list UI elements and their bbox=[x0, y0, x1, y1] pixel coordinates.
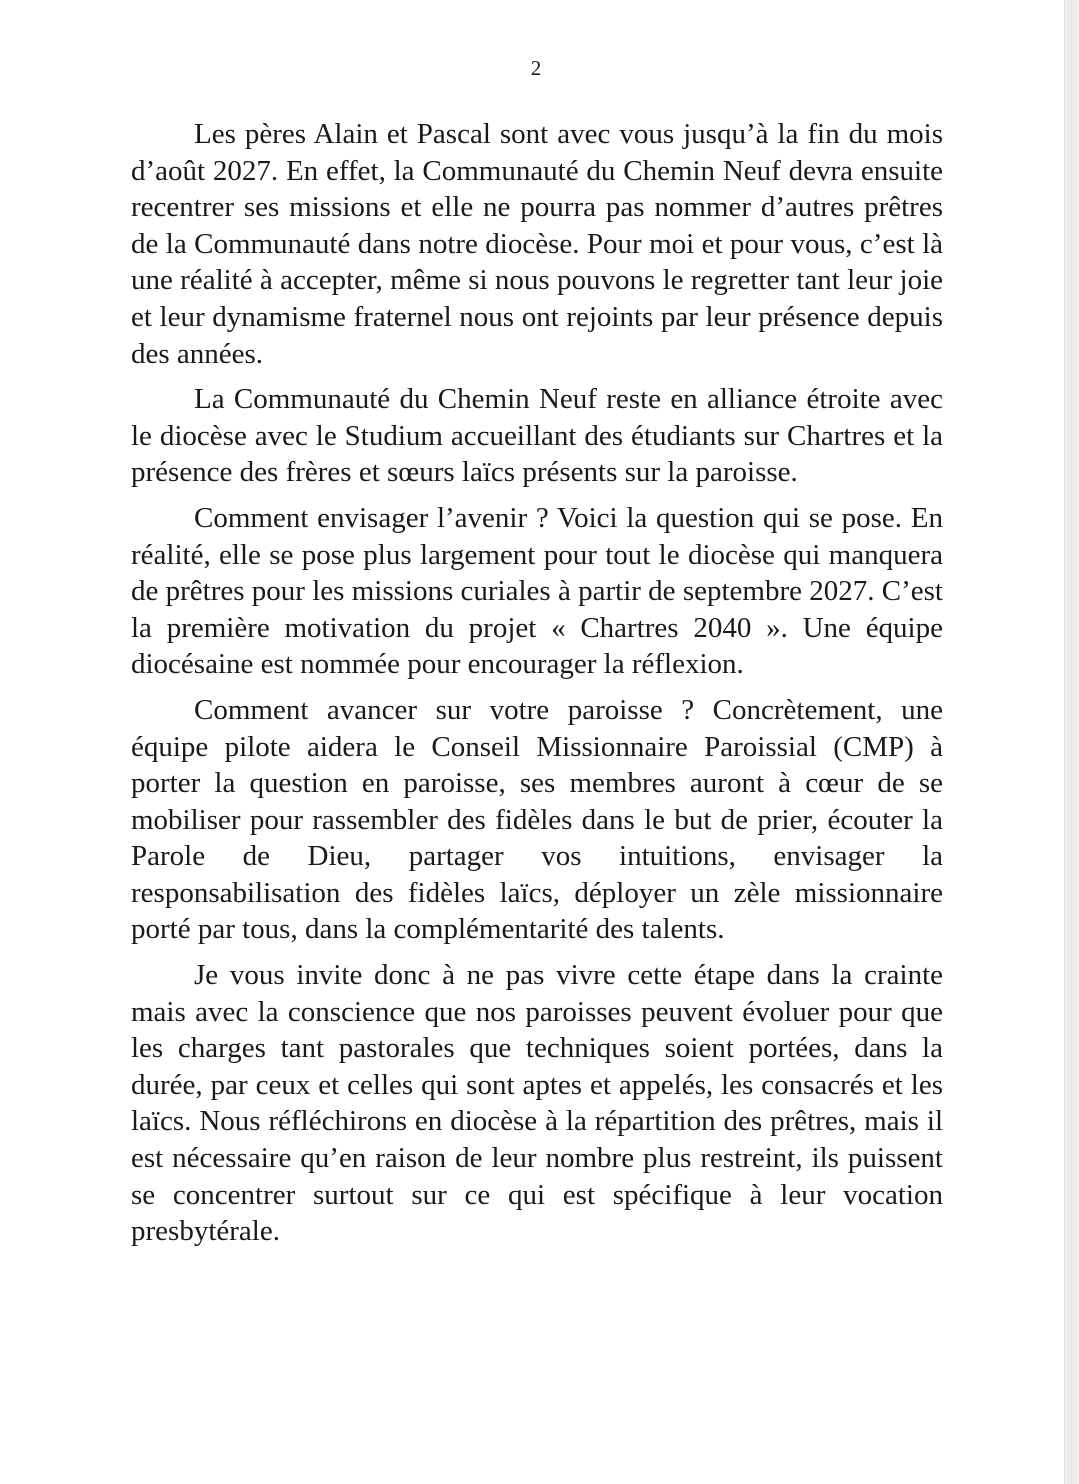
paragraph-parish-steps: Comment avancer sur votre paroisse ? Concrètement, une équipe pilote aidera le Conseil Missionnaire Paroissial (CMP) à porter la question en paroisse, ses membres auront à cœur de se mobiliser pour rassembler des fidèles dans le but de prier, écouter la Parole de Dieu, partager vos intuitions, envisager la responsabilisation des fidèles laïcs, déployer un zèle missionnaire porté par tous, dans la complémentarité des talents. bbox=[131, 693, 943, 946]
letter-body bbox=[131, 116, 943, 1259]
paragraph-invitation: Je vous invite donc à ne pas vivre cette étape dans la crainte mais avec la conscience que nos paroisses peuvent évoluer pour que les charges tant pastorales que techniques soient portées, dans la durée, par ceux et celles qui sont aptes et appelés, les consacrés et les laïcs. Nous réfléchirons en diocèse à la répartition des prêtres, mais il est nécessaire qu’en raison de leur nombre plus restreint, ils puissent se concentrer surtout sur ce qui est spécifique à leur vocation presbytérale. bbox=[131, 959, 943, 1248]
page-number: 2 bbox=[530, 56, 542, 80]
paragraph-alliance: La Communauté du Chemin Neuf reste en alliance étroite avec le diocèse avec le Studium accueillant des étudiants sur Chartres et la présence des frères et sœurs laïcs présents sur la paroisse. bbox=[131, 383, 943, 489]
paragraph-community-departure: Les pères Alain et Pascal sont avec vous jusqu’à la fin du mois d’août 2027. En effet, la Communauté du Chemin Neuf devra ensuite recentrer ses missions et elle ne pourra pas nommer d’autres prêtres de la Communauté dans notre diocèse. Pour moi et pour vous, c’est là une réalité à accepter, même si nous pouvons le regretter tant leur joie et leur dynamisme fraternel nous ont rejoints par leur présence depuis des années. bbox=[131, 118, 943, 370]
paragraph-future: Comment envisager l’avenir ? Voici la question qui se pose. En réalité, elle se pose plus largement pour tout le diocèse qui manquera de prêtres pour les missions curiales à partir de septembre 2027. C’est la première motivation du projet « Chartres 2040 ». Une équipe diocésaine est nommée pour encourager la réflexion. bbox=[131, 501, 943, 681]
page-edge-shadow bbox=[1064, 0, 1079, 1484]
